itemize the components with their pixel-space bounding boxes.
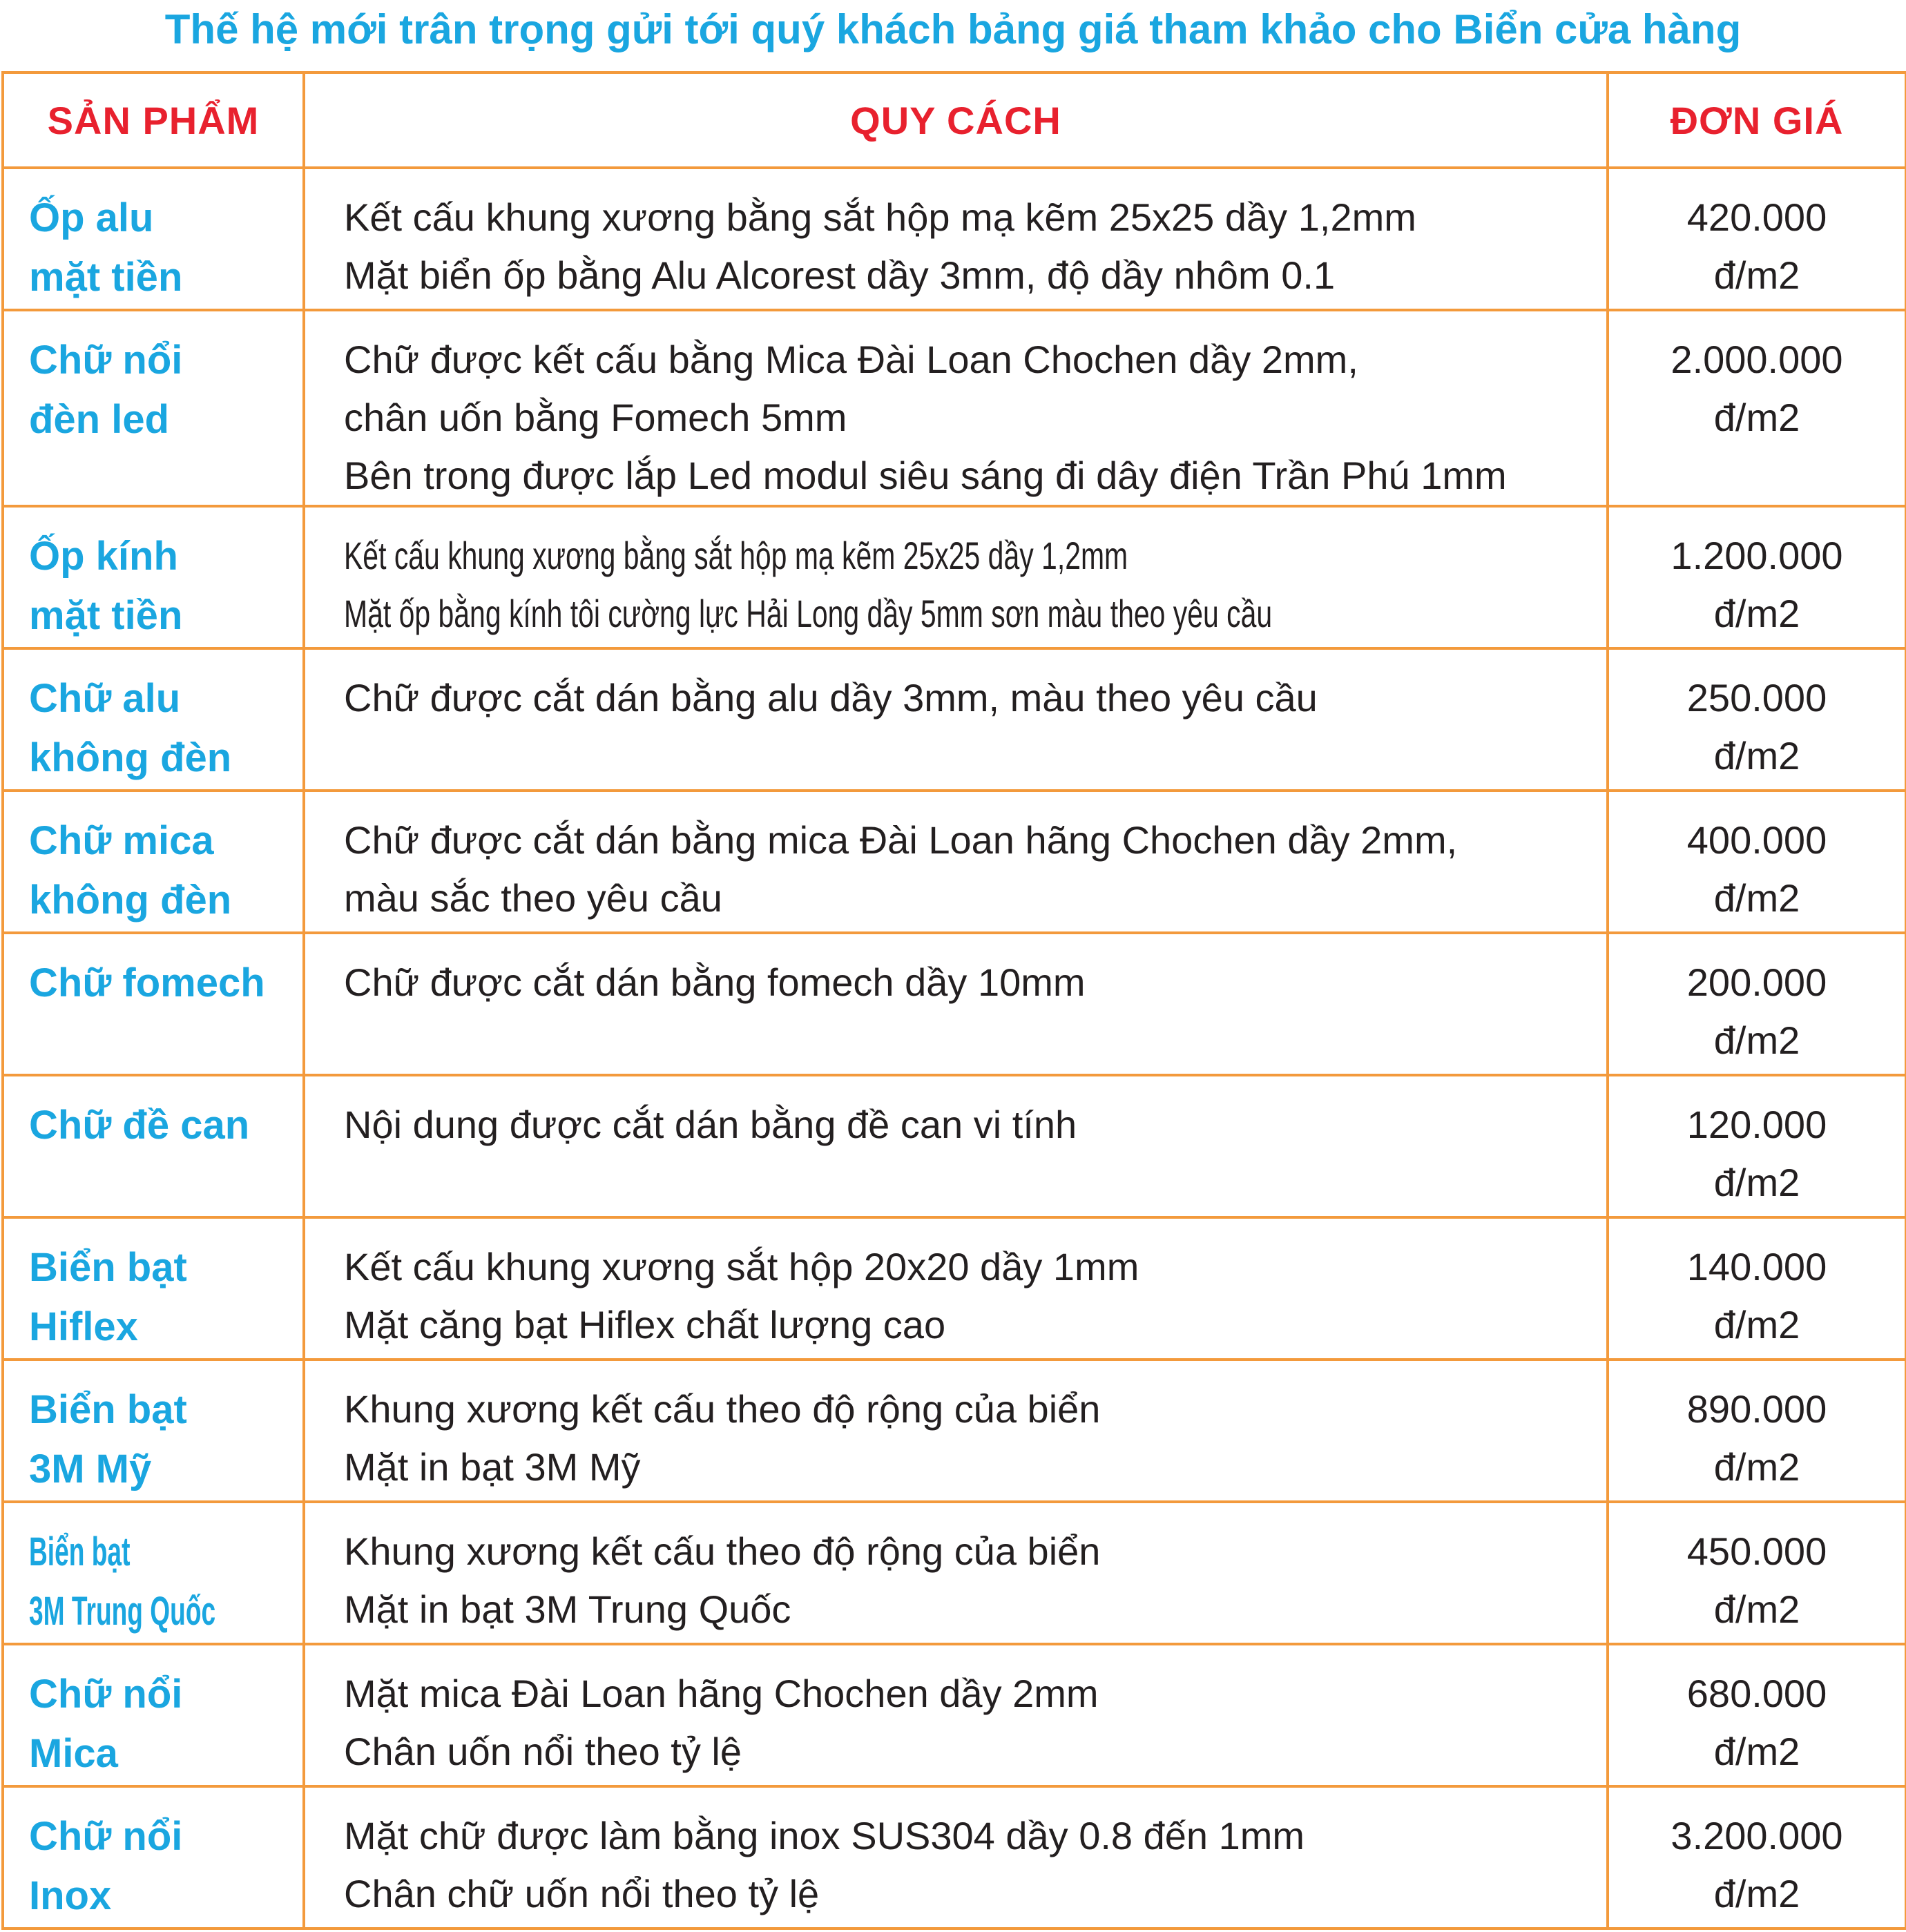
- header-spec: QUY CÁCH: [304, 73, 1608, 168]
- product-spec-line: Chữ được kết cấu bằng Mica Đài Loan Chochen dầy 2mm,: [344, 338, 1358, 381]
- table-row: [3, 791, 1906, 933]
- product-name: [3, 1502, 304, 1644]
- table-row: [3, 1786, 1906, 1929]
- unit-price-line: 250.000: [1686, 676, 1827, 719]
- table-body: [3, 168, 1906, 1929]
- table-row: [3, 1075, 1906, 1217]
- product-spec-line: Mặt chữ được làm bằng inox SUS304 dầy 0.8 đến 1mm: [344, 1814, 1305, 1857]
- product-name-line: Ốp kính: [29, 534, 178, 579]
- page-title: Thế hệ mới trân trọng gửi tới quý khách bảng giá tham khảo cho Biển cửa hàng: [164, 6, 1742, 52]
- product-spec-line: Mặt căng bạt Hiflex chất lượng cao: [344, 1303, 946, 1346]
- product-spec-line: Mặt mica Đài Loan hãng Chochen dầy 2mm: [344, 1672, 1099, 1715]
- product-name: [3, 648, 304, 791]
- table-header-row: [3, 73, 1906, 168]
- table-row: [3, 1502, 1906, 1644]
- unit-price-line: đ/m2: [1713, 1445, 1800, 1489]
- unit-price-line: 420.000: [1686, 195, 1827, 239]
- product-spec-line: Nội dung được cắt dán bằng đề can vi tính: [344, 1103, 1077, 1146]
- product-spec-line: [344, 527, 1417, 585]
- unit-price: [1608, 933, 1906, 1075]
- product-name-line: Chữ alu: [29, 676, 181, 721]
- product-name-line: Chữ fomech: [29, 960, 265, 1005]
- unit-price-line: đ/m2: [1713, 1730, 1800, 1773]
- product-spec: [304, 933, 1608, 1075]
- unit-price: [1608, 791, 1906, 933]
- product-name-line: Chữ nổi: [29, 1814, 183, 1859]
- product-name-line: Inox: [29, 1873, 112, 1918]
- product-name: [3, 310, 304, 506]
- product-name: [3, 506, 304, 648]
- product-name-line: Ốp alu: [29, 195, 154, 240]
- unit-price-line: 120.000: [1686, 1103, 1827, 1146]
- price-table: [1, 71, 1906, 1930]
- condensed-text: 3M Trung Quốc: [29, 1589, 216, 1634]
- unit-price: [1608, 1644, 1906, 1786]
- unit-price-line: đ/m2: [1713, 1587, 1800, 1631]
- unit-price-line: 2.000.000: [1671, 338, 1843, 381]
- product-name-line: Biển bạt: [29, 1245, 187, 1290]
- unit-price-line: 140.000: [1686, 1245, 1827, 1288]
- product-spec-line: màu sắc theo yêu cầu: [344, 876, 722, 920]
- condensed-text: Mặt ốp bằng kính tôi cường lực Hải Long dầy 5mm sơn màu theo yêu cầu: [344, 592, 1273, 635]
- product-spec-line: Kết cấu khung xương sắt hộp 20x20 dầy 1mm: [344, 1245, 1139, 1288]
- unit-price-line: đ/m2: [1713, 1872, 1800, 1915]
- product-spec-line: Mặt biển ốp bằng Alu Alcorest dầy 3mm, độ dầy nhôm 0.1: [344, 253, 1336, 297]
- table-row: [3, 1644, 1906, 1786]
- header-price: ĐƠN GIÁ: [1608, 73, 1906, 168]
- table-row: [3, 648, 1906, 791]
- product-spec: [304, 168, 1608, 310]
- product-name: [3, 1075, 304, 1217]
- unit-price-line: 400.000: [1686, 818, 1827, 862]
- product-spec-line: Chân uốn nổi theo tỷ lệ: [344, 1730, 742, 1773]
- product-name-line: [29, 1523, 248, 1582]
- unit-price: [1608, 1075, 1906, 1217]
- product-name-line: Chữ đề can: [29, 1103, 250, 1148]
- product-spec-line: Mặt in bạt 3M Trung Quốc: [344, 1587, 791, 1631]
- product-spec-line: [344, 585, 1417, 643]
- product-spec: [304, 1786, 1608, 1929]
- unit-price-line: đ/m2: [1713, 396, 1800, 439]
- product-name-line: Mica: [29, 1731, 118, 1776]
- table-row: [3, 1360, 1906, 1502]
- table-row: [3, 506, 1906, 648]
- product-spec: [304, 1502, 1608, 1644]
- unit-price: [1608, 648, 1906, 791]
- product-name-line: không đèn: [29, 878, 232, 922]
- unit-price-line: 1.200.000: [1671, 534, 1843, 577]
- product-name: [3, 168, 304, 310]
- product-spec-line: Chữ được cắt dán bằng mica Đài Loan hãng Chochen dầy 2mm,: [344, 818, 1458, 862]
- product-spec-line: Mặt in bạt 3M Mỹ: [344, 1445, 641, 1489]
- unit-price-line: đ/m2: [1713, 876, 1800, 920]
- unit-price-line: đ/m2: [1713, 253, 1800, 297]
- product-name-line: Biển bạt: [29, 1387, 187, 1432]
- product-name-line: đèn led: [29, 397, 170, 442]
- product-spec-line: chân uốn bằng Fomech 5mm: [344, 396, 847, 439]
- unit-price-line: đ/m2: [1713, 1018, 1800, 1062]
- unit-price: [1608, 1360, 1906, 1502]
- header-product: SẢN PHẨM: [3, 73, 304, 168]
- product-spec-line: Khung xương kết cấu theo độ rộng của biển: [344, 1387, 1101, 1431]
- unit-price-line: 450.000: [1686, 1529, 1827, 1573]
- unit-price: [1608, 1217, 1906, 1360]
- product-name: [3, 1644, 304, 1786]
- product-name-line: [29, 1582, 248, 1641]
- product-name-line: không đèn: [29, 735, 232, 780]
- unit-price-line: 200.000: [1686, 960, 1827, 1004]
- unit-price: [1608, 168, 1906, 310]
- product-name: [3, 1360, 304, 1502]
- unit-price-line: đ/m2: [1713, 734, 1800, 777]
- table-row: [3, 168, 1906, 310]
- table-row: [3, 310, 1906, 506]
- product-name-line: mặt tiền: [29, 255, 183, 300]
- table-row: [3, 1217, 1906, 1360]
- product-spec-line: Chữ được cắt dán bằng fomech dầy 10mm: [344, 960, 1086, 1004]
- unit-price-line: 680.000: [1686, 1672, 1827, 1715]
- unit-price-line: đ/m2: [1713, 592, 1800, 635]
- unit-price: [1608, 1502, 1906, 1644]
- product-spec: [304, 506, 1608, 648]
- unit-price-line: đ/m2: [1713, 1161, 1800, 1204]
- product-spec: [304, 648, 1608, 791]
- product-spec: [304, 1075, 1608, 1217]
- product-name-line: 3M Mỹ: [29, 1447, 152, 1491]
- condensed-text: Biển bạt: [29, 1529, 131, 1574]
- product-name: [3, 1217, 304, 1360]
- product-spec: [304, 791, 1608, 933]
- product-spec-line: Khung xương kết cấu theo độ rộng của biển: [344, 1529, 1101, 1573]
- product-name: [3, 791, 304, 933]
- product-spec-line: Bên trong được lắp Led modul siêu sáng đi dây điện Trần Phú 1mm: [344, 454, 1507, 497]
- product-name-line: Chữ nổi: [29, 1672, 183, 1717]
- product-name: [3, 1786, 304, 1929]
- product-spec: [304, 1360, 1608, 1502]
- product-spec-line: Chữ được cắt dán bằng alu dầy 3mm, màu theo yêu cầu: [344, 676, 1318, 719]
- product-name-line: mặt tiền: [29, 593, 183, 638]
- unit-price-line: đ/m2: [1713, 1303, 1800, 1346]
- product-name: [3, 933, 304, 1075]
- product-name-line: Chữ nổi: [29, 338, 183, 383]
- table-row: [3, 933, 1906, 1075]
- unit-price-line: 890.000: [1686, 1387, 1827, 1431]
- unit-price: [1608, 506, 1906, 648]
- product-spec: [304, 1644, 1608, 1786]
- unit-price-line: 3.200.000: [1671, 1814, 1843, 1857]
- unit-price: [1608, 1786, 1906, 1929]
- product-name-line: Hiflex: [29, 1304, 138, 1349]
- product-spec-line: Kết cấu khung xương bằng sắt hộp mạ kẽm 25x25 dầy 1,2mm: [344, 195, 1416, 239]
- product-spec-line: Chân chữ uốn nổi theo tỷ lệ: [344, 1872, 820, 1915]
- unit-price: [1608, 310, 1906, 506]
- product-spec: [304, 310, 1608, 506]
- condensed-text: Kết cấu khung xương bằng sắt hộp mạ kẽm 25x25 dầy 1,2mm: [344, 534, 1128, 577]
- product-name-line: Chữ mica: [29, 818, 214, 863]
- product-spec: [304, 1217, 1608, 1360]
